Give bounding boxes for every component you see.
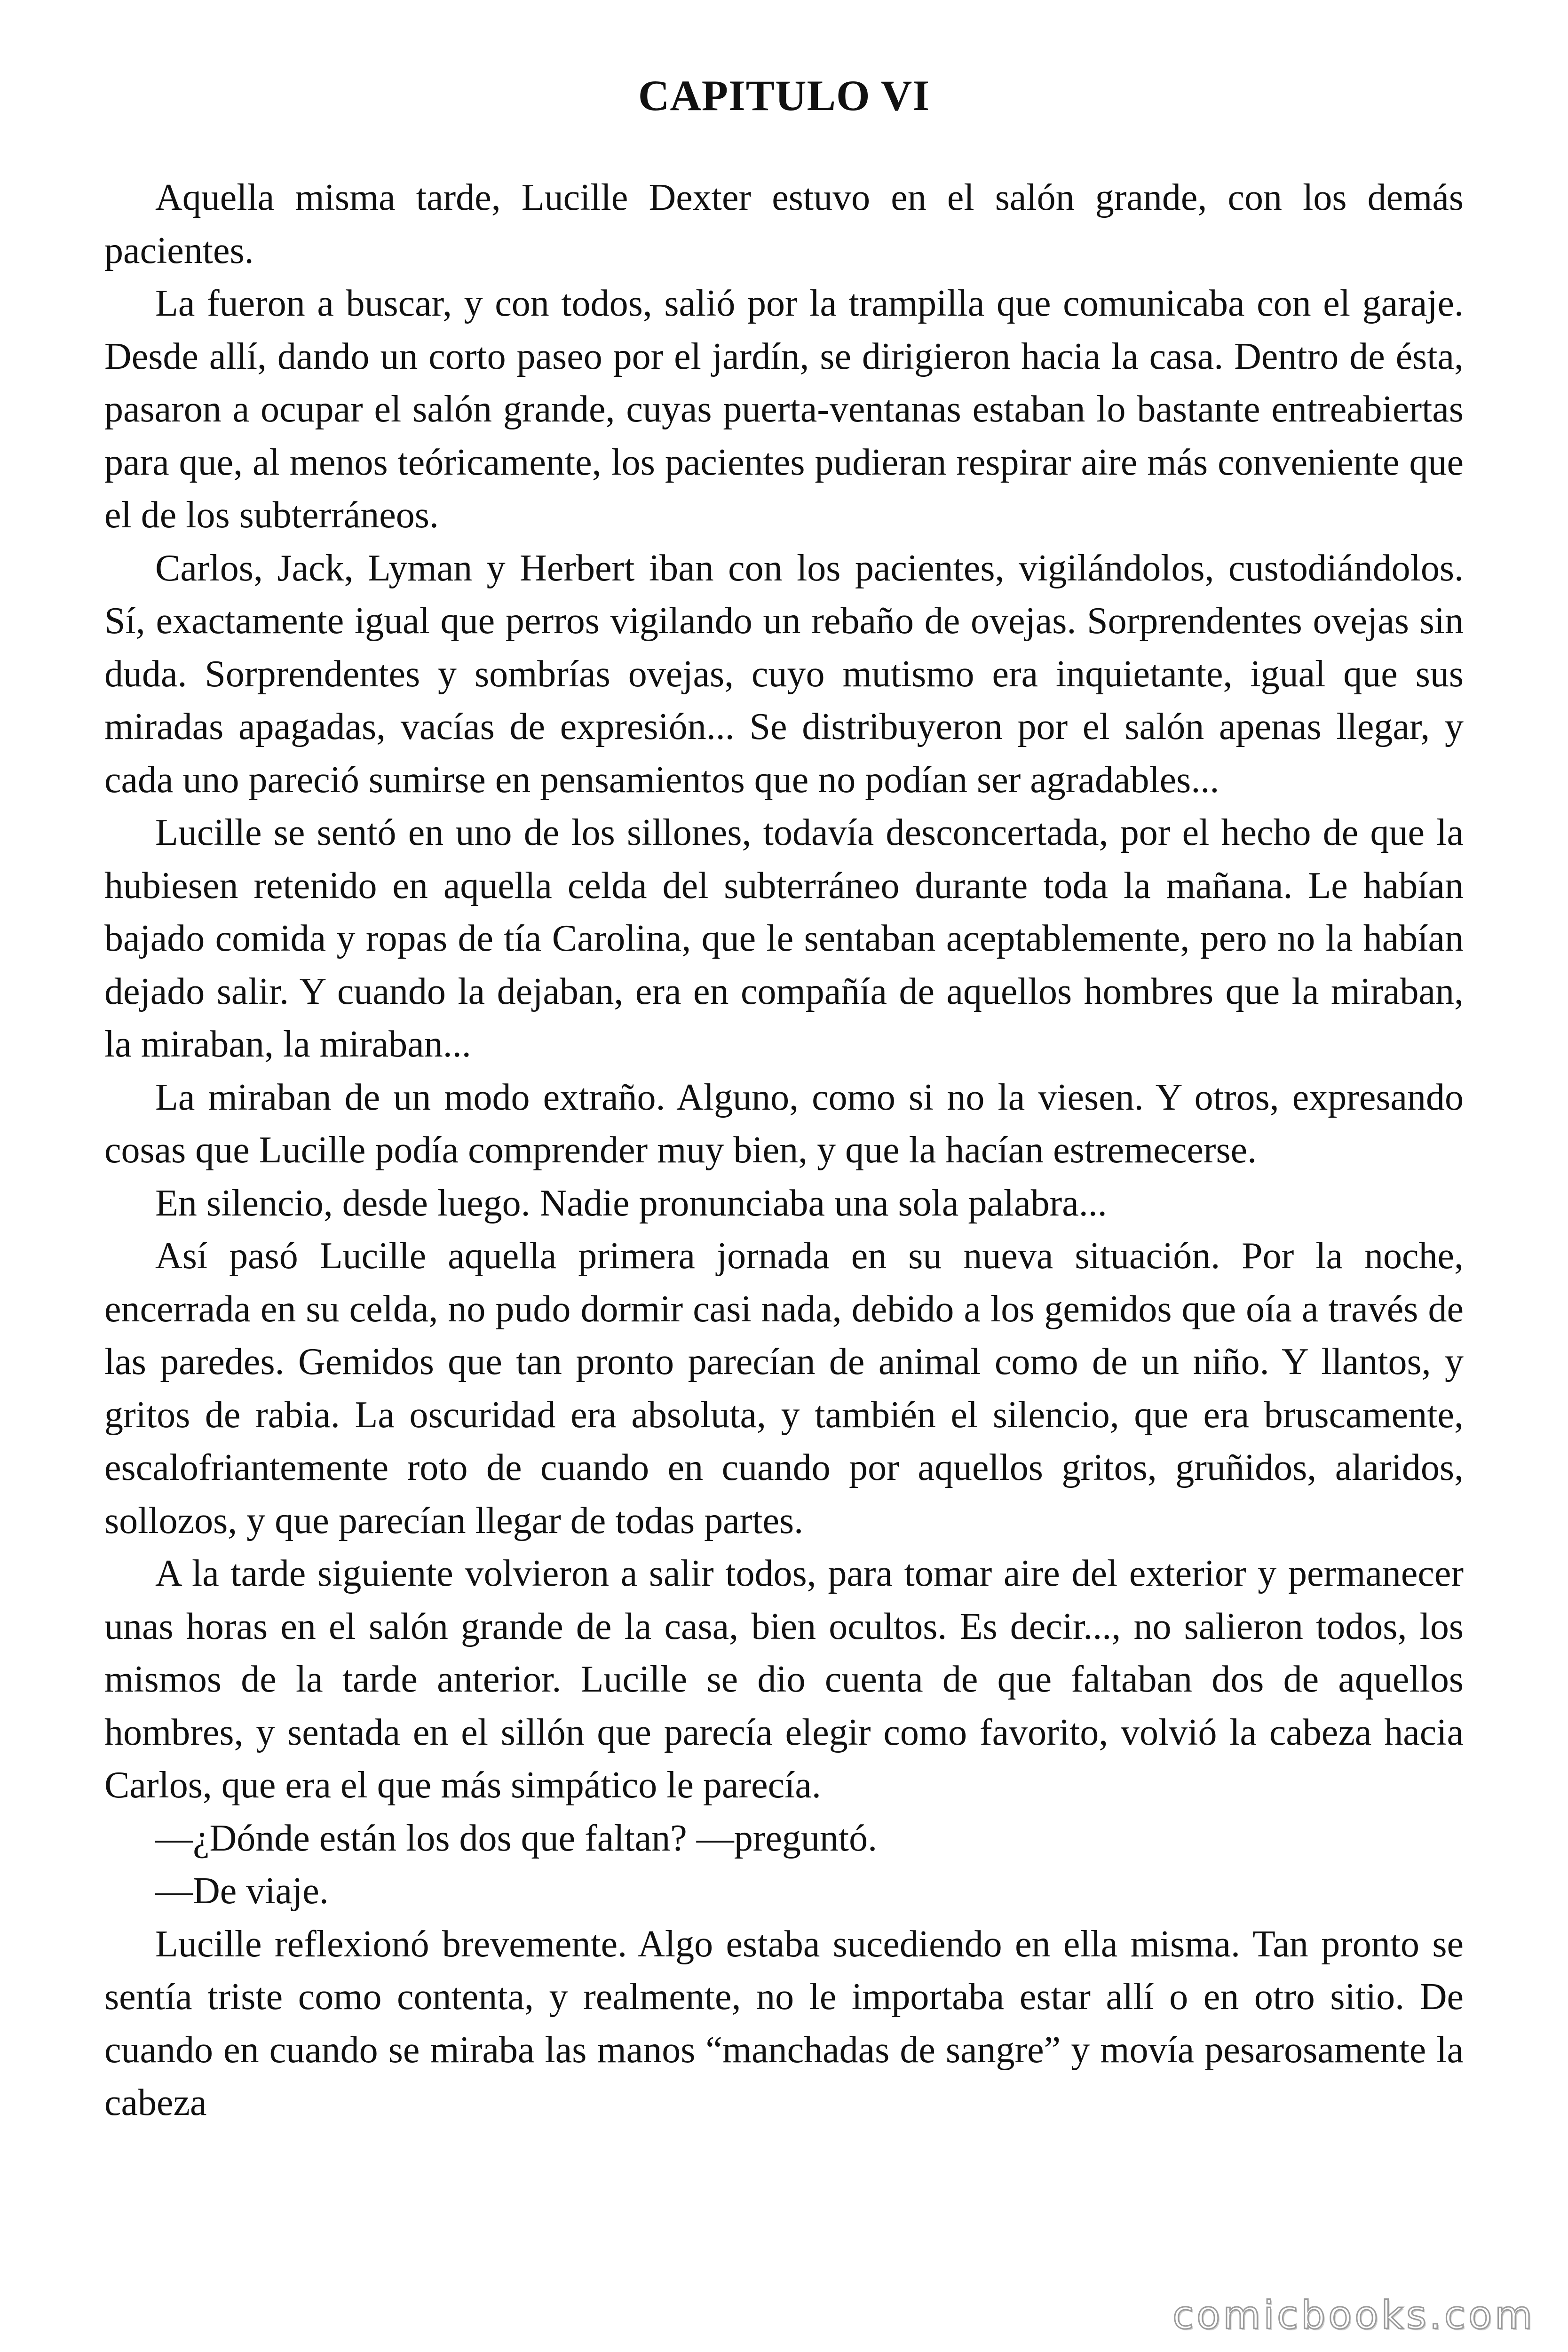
paragraph: Así pasó Lucille aquella primera jornada en su nueva situación. Por la noche, encerrada en su celda, no pudo dormir casi nada, debido a los gemidos que oía a través de las paredes. Gemidos que tan pronto parecían de animal como de un niño. Y llantos, y gritos de rabia. La oscuridad era absoluta, y también el silencio, que era bruscamente, escalofriantemente roto de cuando en cuando por aquellos gritos, gruñidos, alaridos, sollozos, y que parecían llegar de todas partes. — [104, 1235, 1464, 1542]
paragraph: A la tarde siguiente volvieron a salir todos, para tomar aire del exterior y permanecer unas horas en el salón grande de la casa, bien ocultos. Es decir..., no salieron todos, los mismos de la tarde anterior. Lucille se dio cuenta de que faltaban dos de aquellos hombres, y sentada en el sillón que parecía elegir como favorito, volvió la cabeza hacia Carlos, que era el que más simpático le parecía. — [104, 1553, 1464, 1806]
paragraph: En silencio, desde luego. Nadie pronunciaba una sola palabra... — [155, 1182, 1107, 1224]
chapter-title: CAPITULO VI — [638, 72, 930, 119]
paragraph: La fueron a buscar, y con todos, salió por la trampilla que comunicaba con el garaje. Desde allí, dando un corto paseo por el jardín, se dirigieron hacia la casa. Dentro de ésta, pasaron a ocupar el salón grande, cuyas puerta-ventanas estaban lo bastante entreabiertas para que, al menos teóricamente, los pacientes pudieran respirar aire más conveniente que el de los subterráneos. — [104, 283, 1464, 536]
paragraph: La miraban de un modo extraño. Alguno, como si no la viesen. Y otros, expresando cosas que Lucille podía comprender muy bien, y que la hacían estremecerse. — [104, 1076, 1464, 1171]
paragraph: Aquella misma tarde, Lucille Dexter estuvo en el salón grande, con los demás pacientes. — [104, 177, 1464, 271]
paragraph: Carlos, Jack, Lyman y Herbert iban con los pacientes, vigilándolos, custodiándolos. Sí, exactamente igual que perros vigilando un rebaño de ovejas. Sorprendentes ovejas sin duda. Sorprendentes y sombrías ovejas, cuyo mutismo era inquietante, igual que sus miradas apagadas, vacías de expresión... Se distribuyeron por el salón apenas llegar, y cada uno pareció sumirse en pensamientos que no podían ser agradables... — [104, 547, 1464, 801]
chapter-body — [104, 171, 1464, 2130]
dialogue-line: —De viaje. — [155, 1870, 329, 1912]
watermark: comicbooks.com — [1172, 2293, 1535, 2338]
dialogue-line: —¿Dónde están los dos que faltan? —preguntó. — [155, 1817, 878, 1859]
paragraph: Lucille reflexionó brevemente. Algo estaba sucediendo en ella misma. Tan pronto se sentía triste como contenta, y realmente, no le importaba estar allí o en otro sitio. De cuando en cuando se miraba las manos “manchadas de sangre” y movía pesarosamente la cabeza — [104, 1923, 1464, 2123]
paragraph: Lucille se sentó en uno de los sillones, todavía desconcertada, por el hecho de que la hubiesen retenido en aquella celda del subterráneo durante toda la mañana. Le habían bajado comida y ropas de tía Carolina, que le sentaban aceptablemente, pero no la habían dejado salir. Y cuando la dejaban, era en compañía de aquellos hombres que la miraban, la miraban, la miraban... — [104, 812, 1464, 1065]
book-page — [104, 0, 1464, 2130]
